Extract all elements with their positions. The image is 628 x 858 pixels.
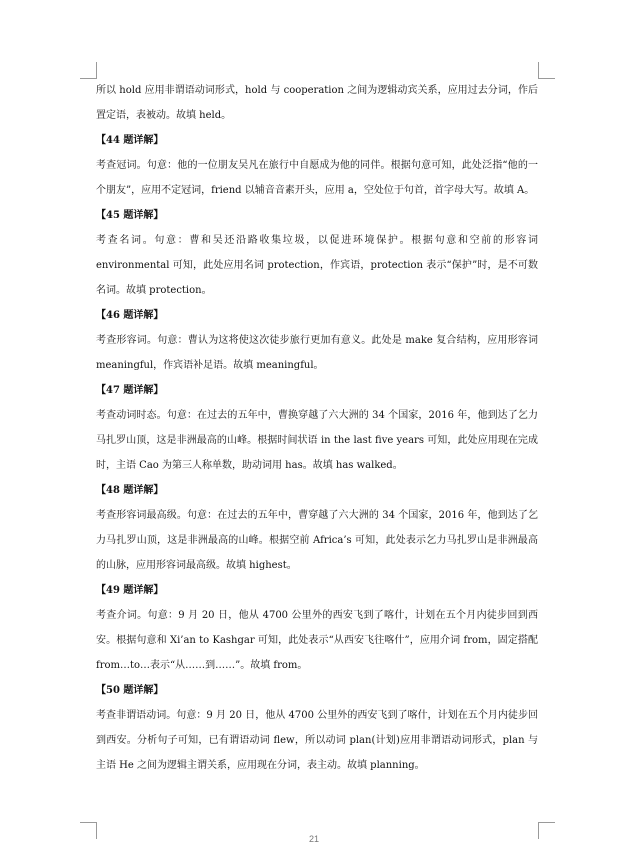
page-content — [96, 78, 538, 778]
section-47-text: 考查动词时态。句意：在过去的五年中，曹换穿越了六大洲的 34 个国家，2016 年，他到达了乞力马扎罗山顶，这是非洲最高的山峰。根据时间状语 in the last five years 可知，此处应用现在完成时，主语 Cao 为第三人称单数，助动词用 has。故填 has walked。 — [96, 410, 538, 471]
section-48-heading: 【48 题详解】 — [96, 485, 164, 496]
section-44-text: 考查冠词。句意：他的一位朋友吴凡在旅行中自愿成为他的同伴。根据句意可知，此处泛指“他的一个朋友”，应用不定冠词，friend 以辅音音素开头，应用 a，空处位于句首，首字母大写。故填 A。 — [96, 160, 538, 196]
intro-paragraph: 所以 hold 应用非谓语动词形式，hold 与 cooperation 之间为逻辑动宾关系，应用过去分词，作后置定语，表被动。故填 held。 — [96, 85, 538, 121]
section-47-heading: 【47 题详解】 — [96, 385, 164, 396]
section-46-text: 考查形容词。句意：曹认为这将使这次徒步旅行更加有意义。此处是 make 复合结构，应用形容词 meaningful，作宾语补足语。故填 meaningful。 — [96, 335, 538, 371]
section-50-heading: 【50 题详解】 — [96, 685, 164, 696]
section-44-heading: 【44 题详解】 — [96, 135, 164, 146]
section-49-heading: 【49 题详解】 — [96, 585, 164, 596]
page-number: 21 — [308, 834, 319, 844]
section-48-text: 考查形容词最高级。句意：在过去的五年中，曹穿越了六大洲的 34 个国家，2016 年，他到达了乞力马扎罗山顶，这是非洲最高的山峰。根据空前 Africa’s 可知，此处表示乞力马扎罗山是非洲最高的山脉，应用形容词最高级。故填 highest。 — [96, 510, 538, 571]
crop-mark-top-left — [80, 62, 97, 79]
section-45-text: 考查名词。句意：曹和吴还沿路收集垃圾，以促进环境保护。根据句意和空前的形容词 environmental 可知，此处应用名词 protection，作宾语，protection 表示“保护”时，是不可数名词。故填 protection。 — [96, 235, 538, 296]
crop-mark-top-right — [538, 62, 555, 79]
section-45-heading: 【45 题详解】 — [96, 210, 164, 221]
section-50-text: 考查非谓语动词。句意：9 月 20 日，他从 4700 公里外的西安飞到了喀什，计划在五个月内徒步回到西安。分析句子可知，已有谓语动词 flew，所以动词 plan(计划)应用非谓语动词形式，plan 与主语 He 之间为逻辑主谓关系，应用现在分词，表主动。故填 planning。 — [96, 710, 538, 771]
section-46-heading: 【46 题详解】 — [96, 310, 164, 321]
section-49-text: 考查介词。句意：9 月 20 日，他从 4700 公里外的西安飞到了喀什，计划在五个月内徒步回到西安。根据句意和 Xi’an to Kashgar 可知，此处表示“从西安飞往喀什”，应用介词 from，固定搭配 from…to…表示“从……到……”。故填 from。 — [96, 610, 538, 671]
